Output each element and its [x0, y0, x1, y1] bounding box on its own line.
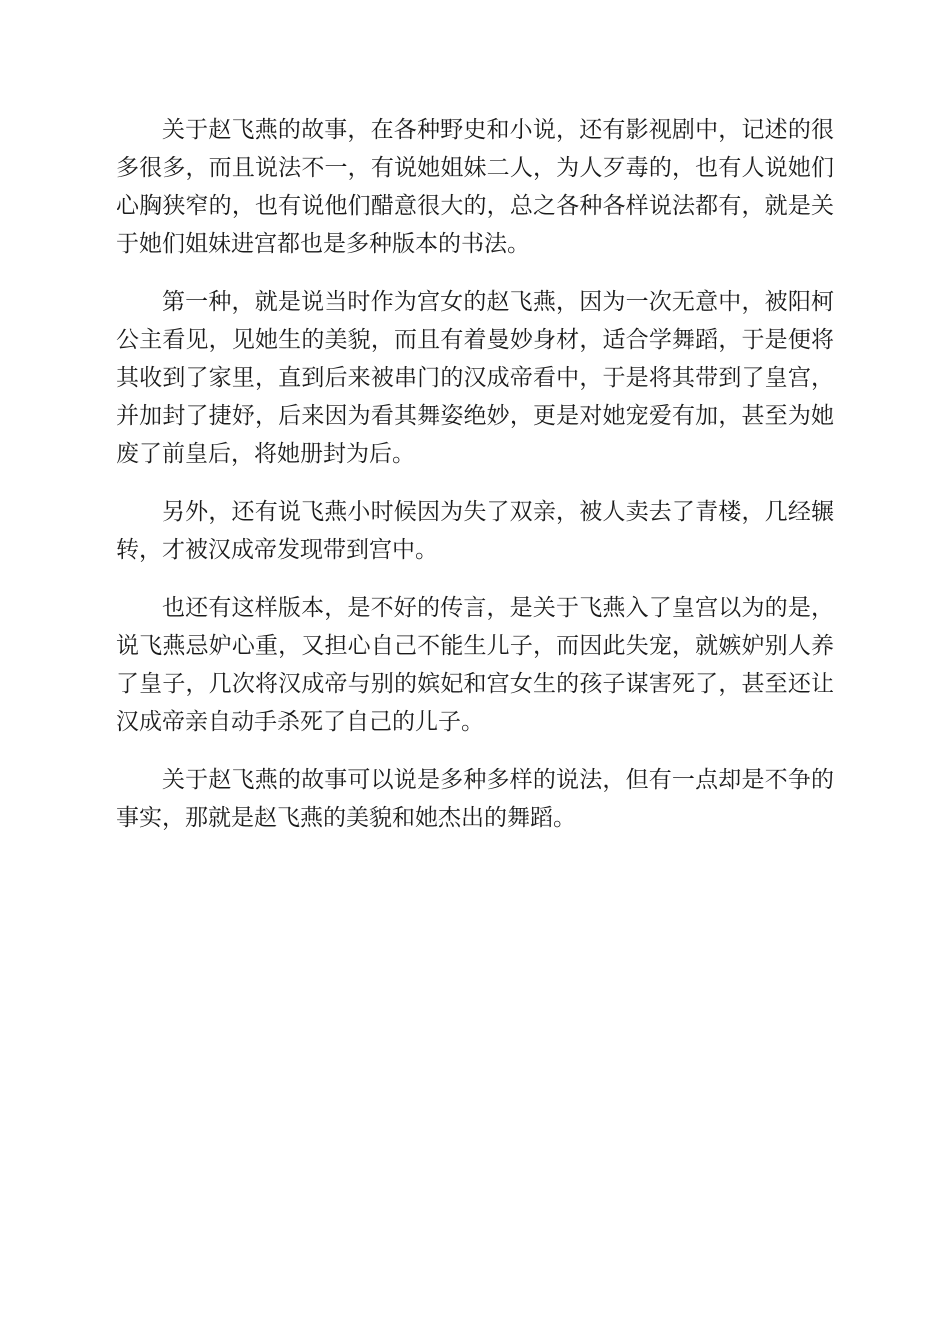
paragraph-2: 第一种，就是说当时作为宫女的赵飞燕，因为一次无意中，被阳柯公主看见，见她生的美貌，而且有着曼妙身材，适合学舞蹈，于是便将其收到了家里，直到后来被串门的汉成帝看中，于是将其带到了皇宫，并加封了捷妤，后来因为看其舞姿绝妙，更是对她宠爱有加，甚至为她废了前皇后，将她册封为后。: [116, 289, 834, 467]
document-body: [116, 111, 834, 857]
paragraph-4: 也还有这样版本，是不好的传言，是关于飞燕入了皇宫以为的是，说飞燕忌妒心重，又担心自己不能生儿子，而因此失宠，就嫉妒别人养了皇子，几次将汉成帝与别的嫔妃和宫女生的孩子谋害死了，甚至还让汉成帝亲自动手杀死了自己的儿子。: [116, 595, 834, 735]
paragraph-3: 另外，还有说飞燕小时候因为失了双亲，被人卖去了青楼，几经辗转，才被汉成帝发现带到宫中。: [116, 499, 834, 563]
paragraph-1: 关于赵飞燕的故事，在各种野史和小说，还有影视剧中，记述的很多很多，而且说法不一，有说她姐妹二人，为人歹毒的，也有人说她们心胸狭窄的，也有说他们醋意很大的，总之各种各样说法都有，就是关于她们姐妹进宫都也是多种版本的书法。: [116, 117, 834, 257]
paragraph-5: 关于赵飞燕的故事可以说是多种多样的说法，但有一点却是不争的事实，那就是赵飞燕的美貌和她杰出的舞蹈。: [116, 767, 834, 831]
